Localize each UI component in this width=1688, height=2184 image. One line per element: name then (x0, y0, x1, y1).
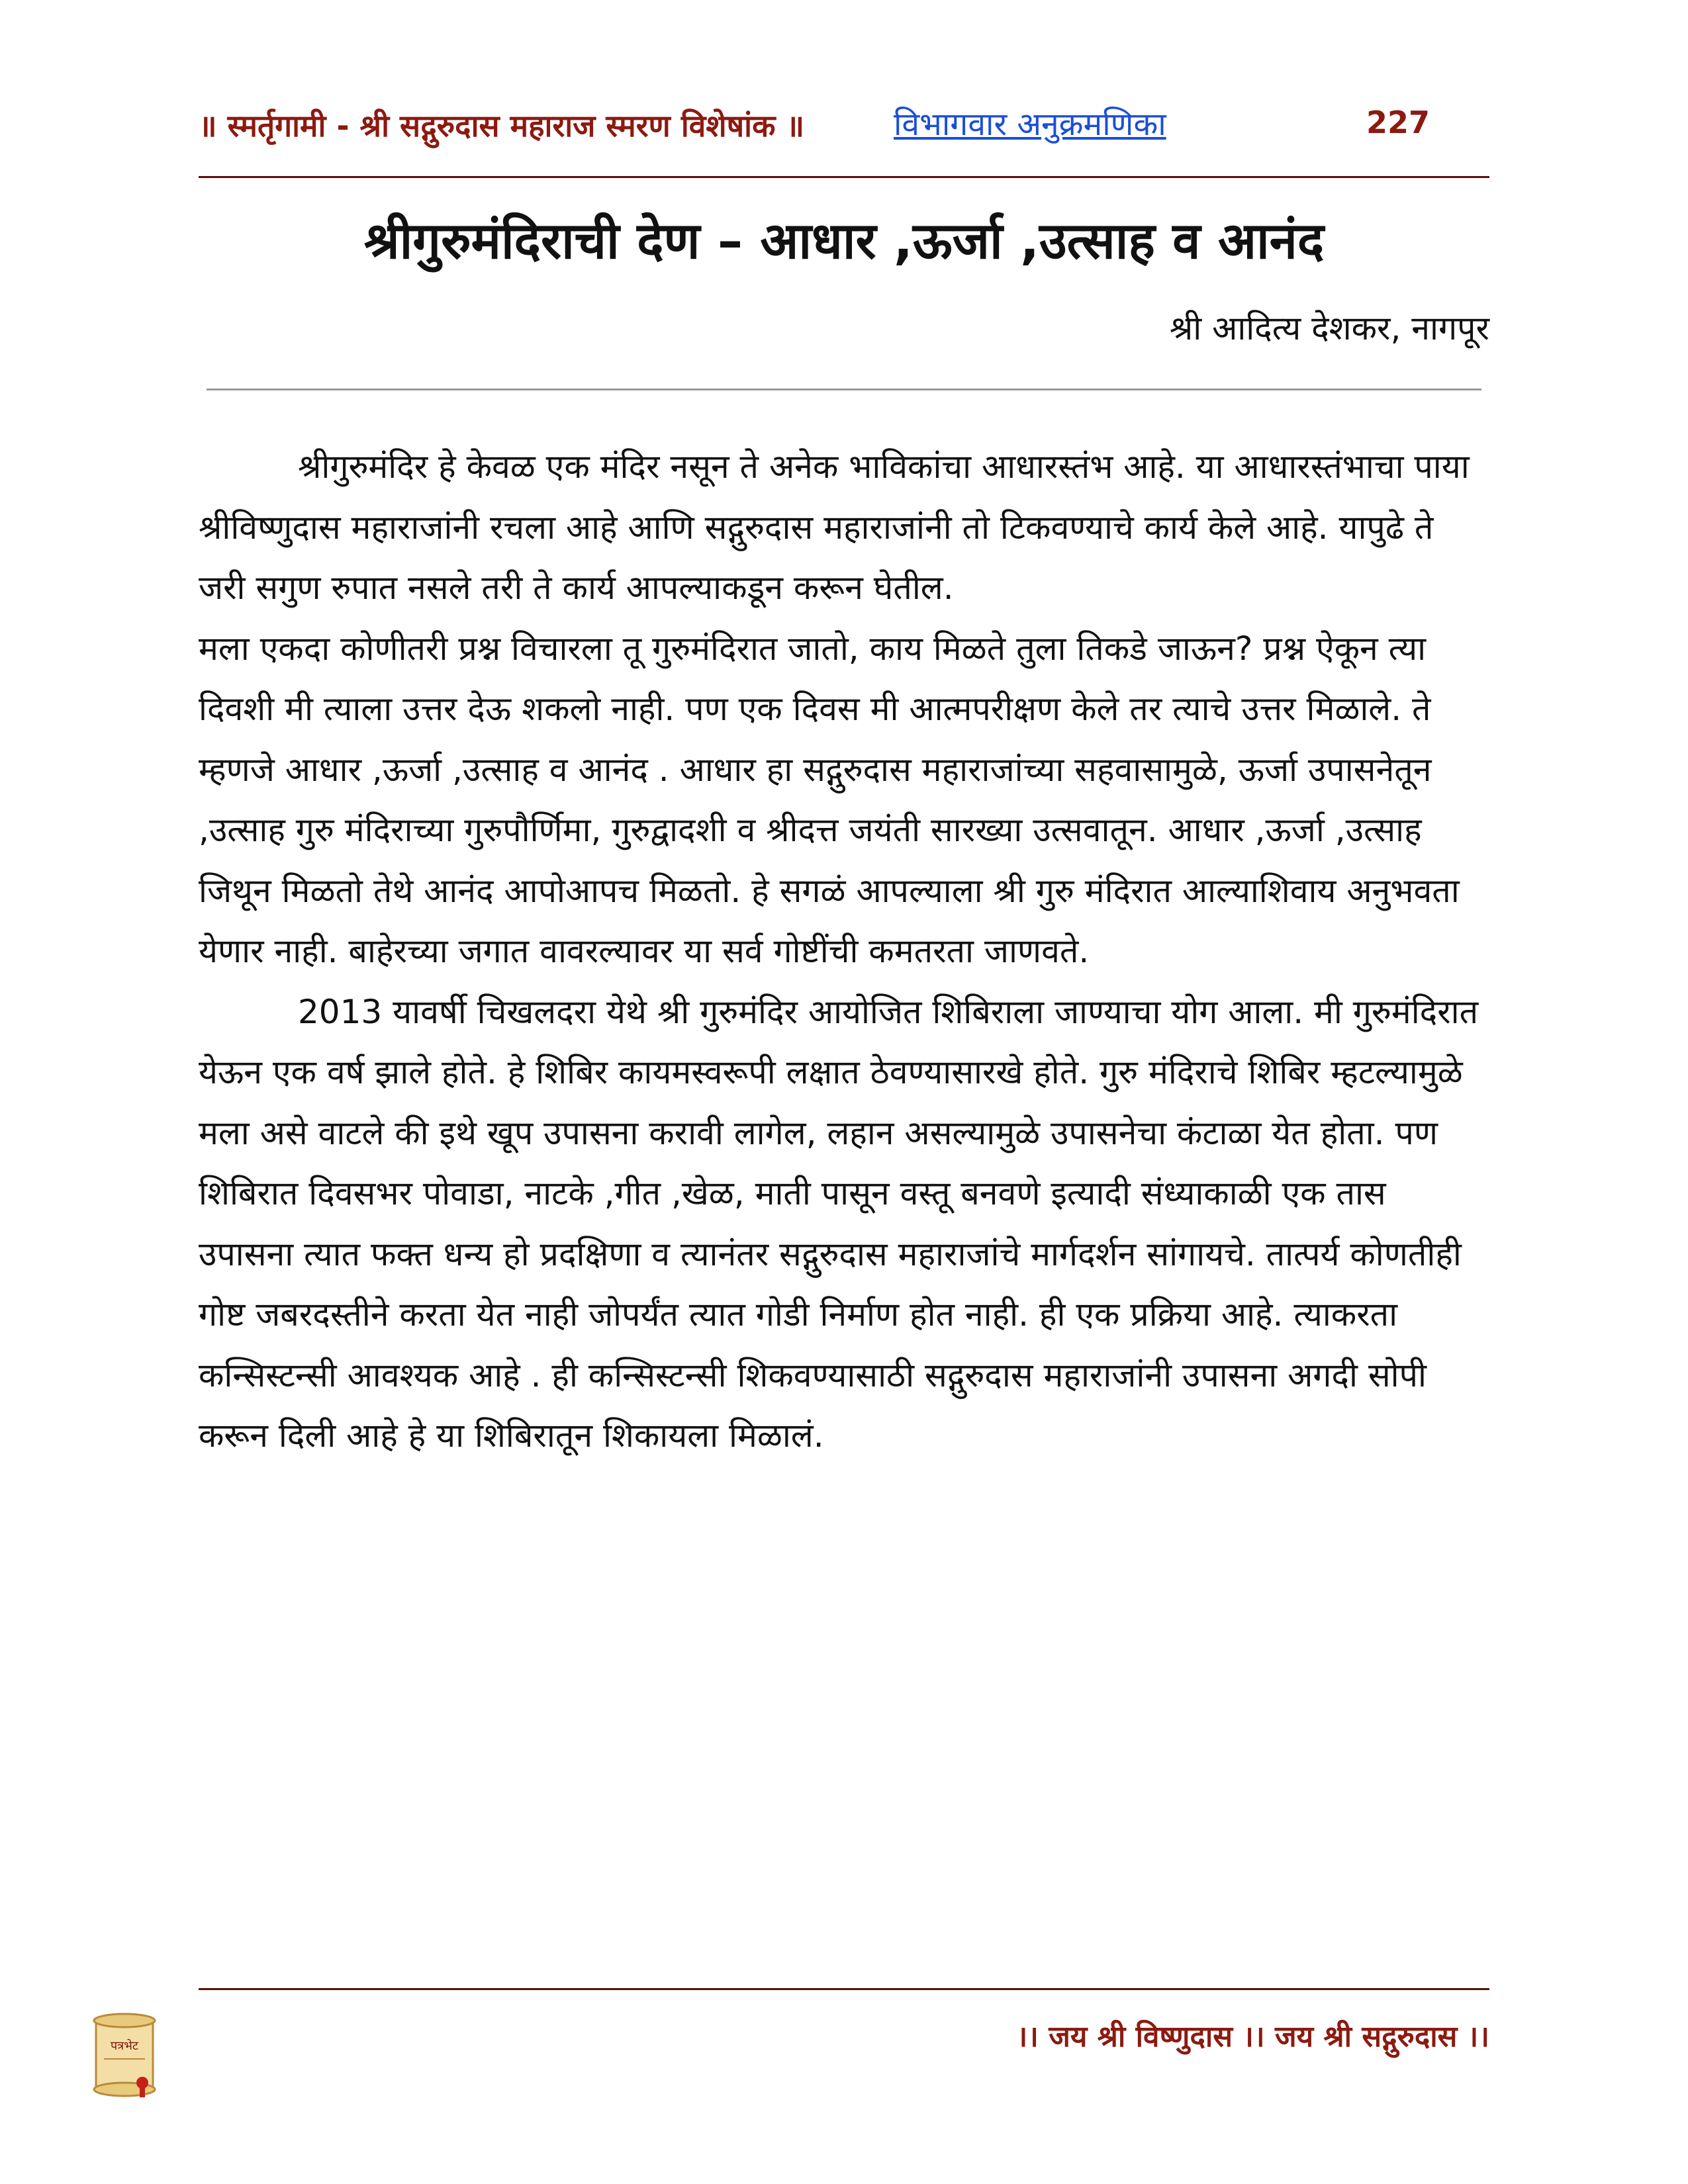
footer-salutation: ।। जय श्री विष्णुदास ।। जय श्री सद्गुरुदास ।। (1016, 2020, 1489, 2054)
paragraph: श्रीगुरुमंदिर हे केवळ एक मंदिर नसून ते अनेक भाविकांचा आधारस्तंभ आहे. या आधारस्तंभाचा पाया श्रीविष्णुदास महाराजांनी रचला आहे आणि सद्गुरुदास महाराजांनी तो टिकवण्याचे कार्य केले आहे. यापुढे ते जरी सगुण रुपात नसले तरी ते कार्य आपल्याकडून करून घेतील. (199, 447, 1470, 607)
logo-text: पत्रभेट (111, 2039, 138, 2053)
article-title: श्रीगुरुमंदिराची देण – आधार ,ऊर्जा ,उत्साह व आनंद (363, 211, 1325, 270)
section-index-link[interactable]: विभागवार अनुक्रमणिका (894, 106, 1166, 143)
title-divider (207, 388, 1481, 390)
article-body (199, 437, 1489, 1467)
page-number: 227 (1366, 105, 1430, 140)
header-divider (199, 176, 1489, 178)
publication-title: ॥ स्मर्तृगामी - श्री सद्गुरुदास महाराज स्मरण विशेषांक ॥ (199, 108, 804, 144)
page-header (199, 99, 1489, 152)
article-author: श्री आदित्य देशकर, नागपूर (1169, 309, 1489, 347)
paragraph: मला एकदा कोणीतरी प्रश्न विचारला तू गुरुमंदिरात जातो, काय मिळते तुला तिकडे जाऊन? प्रश्न ऐकून त्या दिवशी मी त्याला उत्तर देऊ शकलो नाही. पण एक दिवस मी आत्मपरीक्षण केले तर त्याचे उत्तर मिळाले. ते म्हणजे आधार ,ऊर्जा ,उत्साह व आनंद . आधार हा सद्गुरुदास महाराजांच्या सहवासामुळे, ऊर्जा उपासनेतून ,उत्साह गुरु मंदिराच्या गुरुपौर्णिमा, गुरुद्वादशी व श्रीदत्त जयंती सारख्या उत्सवातून. आधार ,ऊर्जा ,उत्साह जिथून मिळतो तेथे आनंद आपोआपच मिळतो. हे सगळं आपल्याला श्री गुरु मंदिरात आल्याशिवाय अनुभवता येणार नाही. बाहेरच्या जगात वावरल्यावर या सर्व गोष्टींची कमतरता जाणवते. (199, 629, 1460, 970)
patrabhet-logo-icon (89, 2009, 162, 2101)
paragraph: 2013 यावर्षी चिखलदरा येथे श्री गुरुमंदिर आयोजित शिबिराला जाण्याचा योग आला. मी गुरुमंदिरात येऊन एक वर्ष झाले होते. हे शिबिर कायमस्वरूपी लक्षात ठेवण्यासारखे होते. गुरु मंदिराचे शिबिर म्हटल्यामुळे मला असे वाटले की इथे खूप उपासना करावी लागेल, लहान असल्यामुळे उपासनेचा कंटाळा येत होता. पण शिबिरात दिवसभर पोवाडा, नाटके ,गीत ,खेळ, माती पासून वस्तू बनवणे इत्यादी संध्याकाळी एक तास उपासना त्यात फक्त धन्य हो प्रदक्षिणा व त्यानंतर सद्गुरुदास महाराजांचे मार्गदर्शन सांगायचे. तात्पर्य कोणतीही गोष्ट जबरदस्तीने करता येत नाही जोपर्यंत त्यात गोडी निर्माण होत नाही. ही एक प्रक्रिया आहे. त्याकरता कन्सिस्टन्सी आवश्यक आहे . ही कन्सिस्टन्सी शिकवण्यासाठी सद्गुरुदास महाराजांनी उपासना अगदी सोपी करून दिली आहे हे या शिबिरातून शिकायला मिळालं. (199, 992, 1479, 1455)
footer-divider (199, 1988, 1489, 1990)
